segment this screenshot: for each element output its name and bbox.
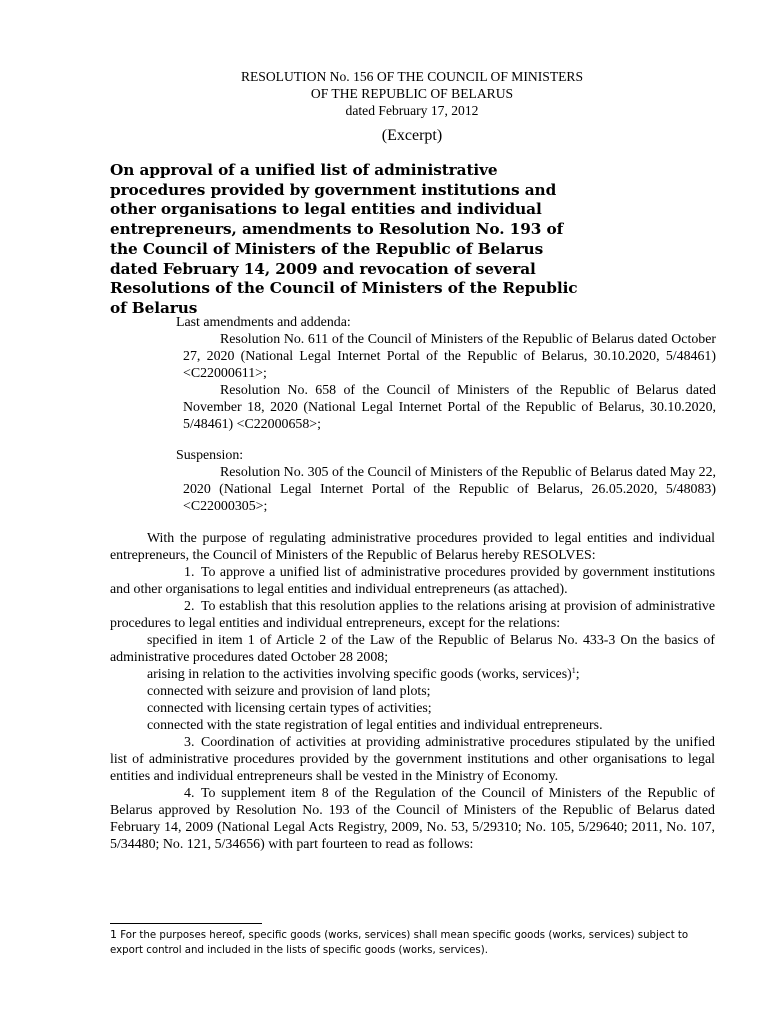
item-number: 4.: [184, 786, 195, 801]
item-number: 3.: [184, 735, 195, 750]
amendment-entry: Resolution No. 611 of the Council of Ministers of the Republic of Belarus dated October 27, 2020 (National Legal Internet Portal of the Republic of Belarus, 30.10.2020, 5/48461) <C22000611>;: [183, 332, 716, 381]
subitem: connected with the state registration of legal entities and individual entrepreneurs.: [147, 718, 603, 733]
excerpt-label: (Excerpt): [381, 127, 443, 144]
subitem: specified in item 1 of Article 2 of the Law of the Republic of Belarus No. 433-3 On the basics of administrative procedures dated October 28 2008;: [110, 633, 715, 665]
subitem: [110, 666, 715, 683]
subitem-end: ;: [575, 667, 580, 682]
suspension-label: Suspension:: [176, 448, 244, 463]
item-text: To supplement item 8 of the Regulation of the Council of Ministers of the Republic of Belarus approved by Resolution No. 193 of the Council of Ministers of the Republic of Belarus dated February 14, 2009 (National Legal Acts Registry, 2009, No. 53, 5/29310; No. 105, 5/29640; 2011, No. 107, 5/34480; No. 121, 5/34656) with part fourteen to read as follows:: [110, 786, 715, 852]
suspension-block: [176, 447, 716, 515]
header-date: dated February 17, 2012: [345, 103, 479, 118]
amendment-entry: Resolution No. 658 of the Council of Ministers of the Republic of Belarus dated November 18, 2020 (National Legal Internet Portal of the Republic of Belarus, 30.10.2020, 5/48461) <C22000658>;: [183, 383, 716, 432]
suspension-entry: Resolution No. 305 of the Council of Ministers of the Republic of Belarus dated May 22, 2020 (National Legal Internet Portal of the Republic of Belarus, 26.05.2020, 5/48083) <C22000305>;: [183, 465, 716, 514]
resolution-body: [110, 530, 715, 853]
item-3: [110, 734, 715, 785]
amendments-block: [176, 314, 716, 433]
footnote-reference[interactable]: 1: [571, 666, 576, 675]
subitem: connected with licensing certain types of activities;: [147, 701, 432, 716]
preamble: With the purpose of regulating administrative procedures provided to legal entities and individual entrepreneurs, the Council of Ministers of the Republic of Belarus hereby RESOLVES:: [110, 531, 715, 563]
header-line-2: OF THE REPUBLIC OF BELARUS: [310, 86, 514, 101]
item-text: To approve a unified list of administrative procedures provided by government institutions and other organisations to legal entities and individual entrepreneurs (as attached).: [110, 565, 715, 597]
item-2: [110, 598, 715, 632]
amendments-label: Last amendments and addenda:: [176, 315, 351, 330]
item-4: [110, 785, 715, 853]
resolution-header: [110, 68, 714, 119]
item-number: 1.: [184, 565, 195, 580]
item-text: Coordination of activities at providing administrative procedures stipulated by the unified list of administrative procedures provided by the government institutions and other organisations to legal entities and individual entrepreneurs shall be vested in the Ministry of Economy.: [110, 735, 715, 784]
footnote-text: For the purposes hereof, specific goods (works, services) shall mean specific goods (works, services) subject to export control and included in the lists of specific goods (works, services).: [110, 930, 689, 956]
document-title: On approval of a unified list of administrative procedures provided by government institutions and other organisations to legal entities and individual entrepreneurs, amendments to Resolution No. 193 of the Council of Ministers of the Republic of Belarus dated February 14, 2009 and revocation of several Resolutions of the Council of Ministers of the Republic of Belarus: [110, 161, 578, 317]
header-line-1: RESOLUTION No. 156 OF THE COUNCIL OF MINISTERS: [240, 69, 584, 84]
footnote: [110, 927, 710, 958]
subitem: connected with seizure and provision of land plots;: [147, 684, 431, 699]
footnote-divider: [110, 923, 262, 924]
subitem-text: arising in relation to the activities involving specific goods (works, services): [147, 667, 572, 682]
footnote-number: 1: [110, 928, 117, 941]
item-text: To establish that this resolution applies to the relations arising at provision of administrative procedures to legal entities and individual entrepreneurs, except for the relations:: [110, 599, 715, 631]
item-number: 2.: [184, 599, 195, 614]
item-1: [110, 564, 715, 598]
